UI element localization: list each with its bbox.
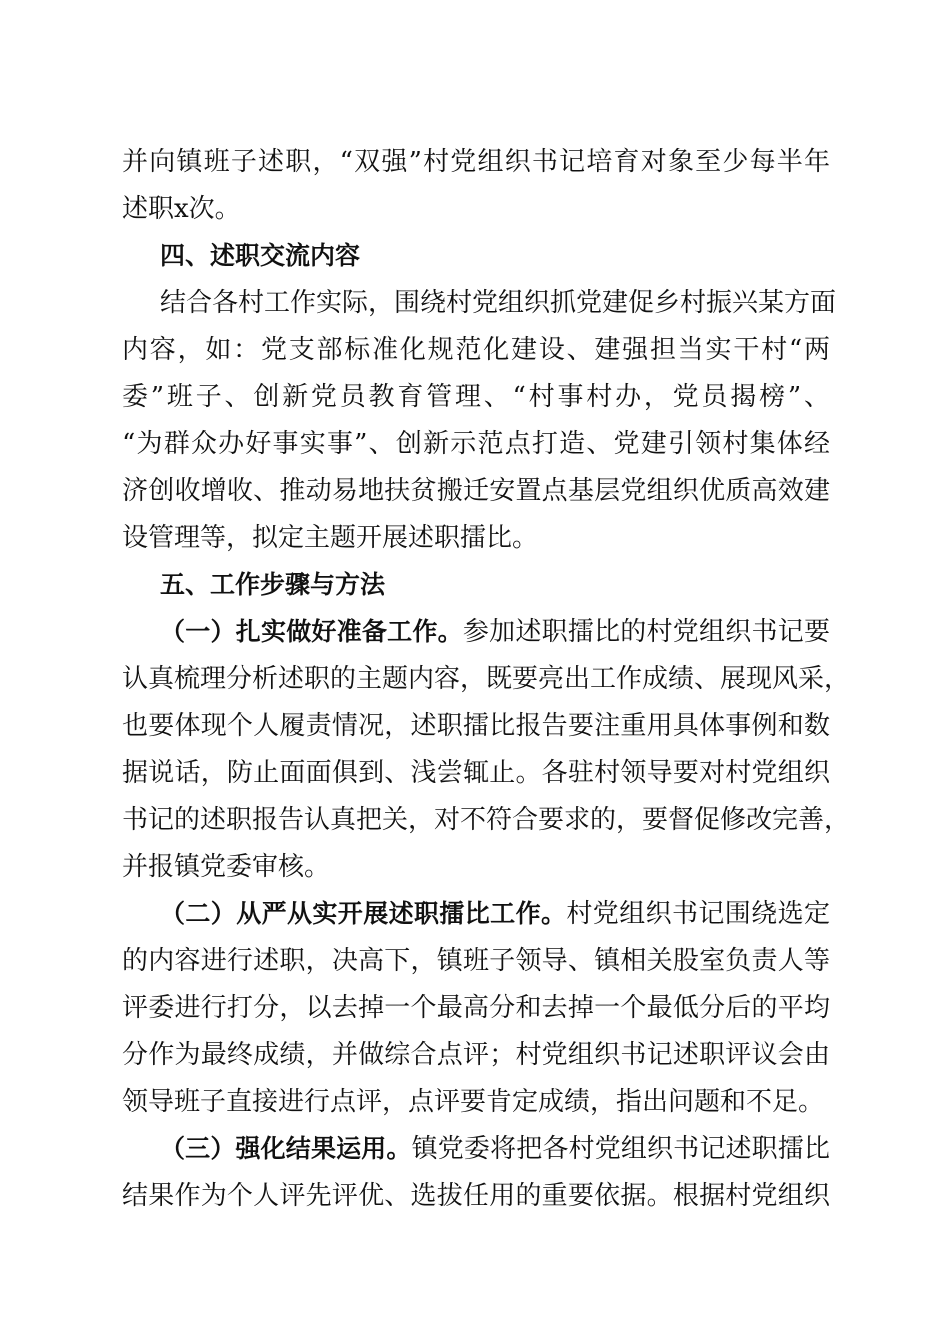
paragraph-line: “为群众办好事实事”、创新示范点打造、党建引领村集体经	[122, 429, 830, 459]
paragraph-line: 的内容进行述职，决高下，镇班子领导、镇相关股室负责人等	[122, 946, 830, 976]
subsection-heading: （二）从严从实开展述职擂比工作。	[160, 899, 567, 928]
paragraph-line	[160, 887, 830, 941]
paragraph-line: 据说话，防止面面俱到、浅尝辄止。各驻村领导要对村党组织	[122, 758, 830, 788]
paragraph-line: 内容，如：党支部标准化规范化建设、建强担当实干村“两	[122, 335, 830, 365]
paragraph-line	[160, 1122, 830, 1176]
paragraph-line: 并向镇班子述职，“双强”村党组织书记培育对象至少每半年	[122, 147, 830, 177]
section-heading: 五、工作步骤与方法	[160, 570, 386, 599]
paragraph-line: 述职x次。	[122, 194, 241, 224]
subsection-heading: （一）扎实做好准备工作。	[160, 617, 463, 646]
subsection-heading: （三）强化结果运用。	[160, 1134, 412, 1163]
paragraph-line: 并报镇党委审核。	[122, 852, 331, 882]
paragraph-line: 书记的述职报告认真把关，对不符合要求的，要督促修改完善，	[122, 805, 851, 835]
paragraph-line: 结果作为个人评先评优、选拔任用的重要依据。根据村党组织	[122, 1181, 830, 1211]
paragraph-line: 济创收增收、推动易地扶贫搬迁安置点基层党组织优质高效建	[122, 476, 830, 506]
paragraph-line: 设管理等，拟定主题开展述职擂比。	[122, 523, 539, 553]
paragraph-text: 镇党委将把各村党组织书记述职擂比	[411, 1134, 830, 1164]
paragraph-text: 村党组织书记围绕选定	[566, 899, 830, 929]
paragraph-line	[160, 605, 830, 659]
paragraph-text: 参加述职擂比的村党组织书记要	[462, 617, 830, 647]
paragraph-line: 评委进行打分，以去掉一个最高分和去掉一个最低分后的平均	[122, 993, 830, 1023]
paragraph-line: 也要体现个人履责情况，述职擂比报告要注重用具体事例和数	[122, 711, 830, 741]
paragraph-line: 结合各村工作实际，围绕村党组织抓党建促乡村振兴某方面	[160, 288, 837, 318]
paragraph-line: 分作为最终成绩，并做综合点评；村党组织书记述职评议会由	[122, 1040, 830, 1070]
paragraph-line: 委”班子、创新党员教育管理、“村事村办，党员揭榜”、	[122, 382, 830, 412]
paragraph-line: 认真梳理分析述职的主题内容，既要亮出工作成绩、展现风采，	[122, 664, 851, 694]
paragraph-line: 领导班子直接进行点评，点评要肯定成绩，指出问题和不足。	[122, 1087, 825, 1117]
section-heading: 四、述职交流内容	[160, 241, 361, 270]
